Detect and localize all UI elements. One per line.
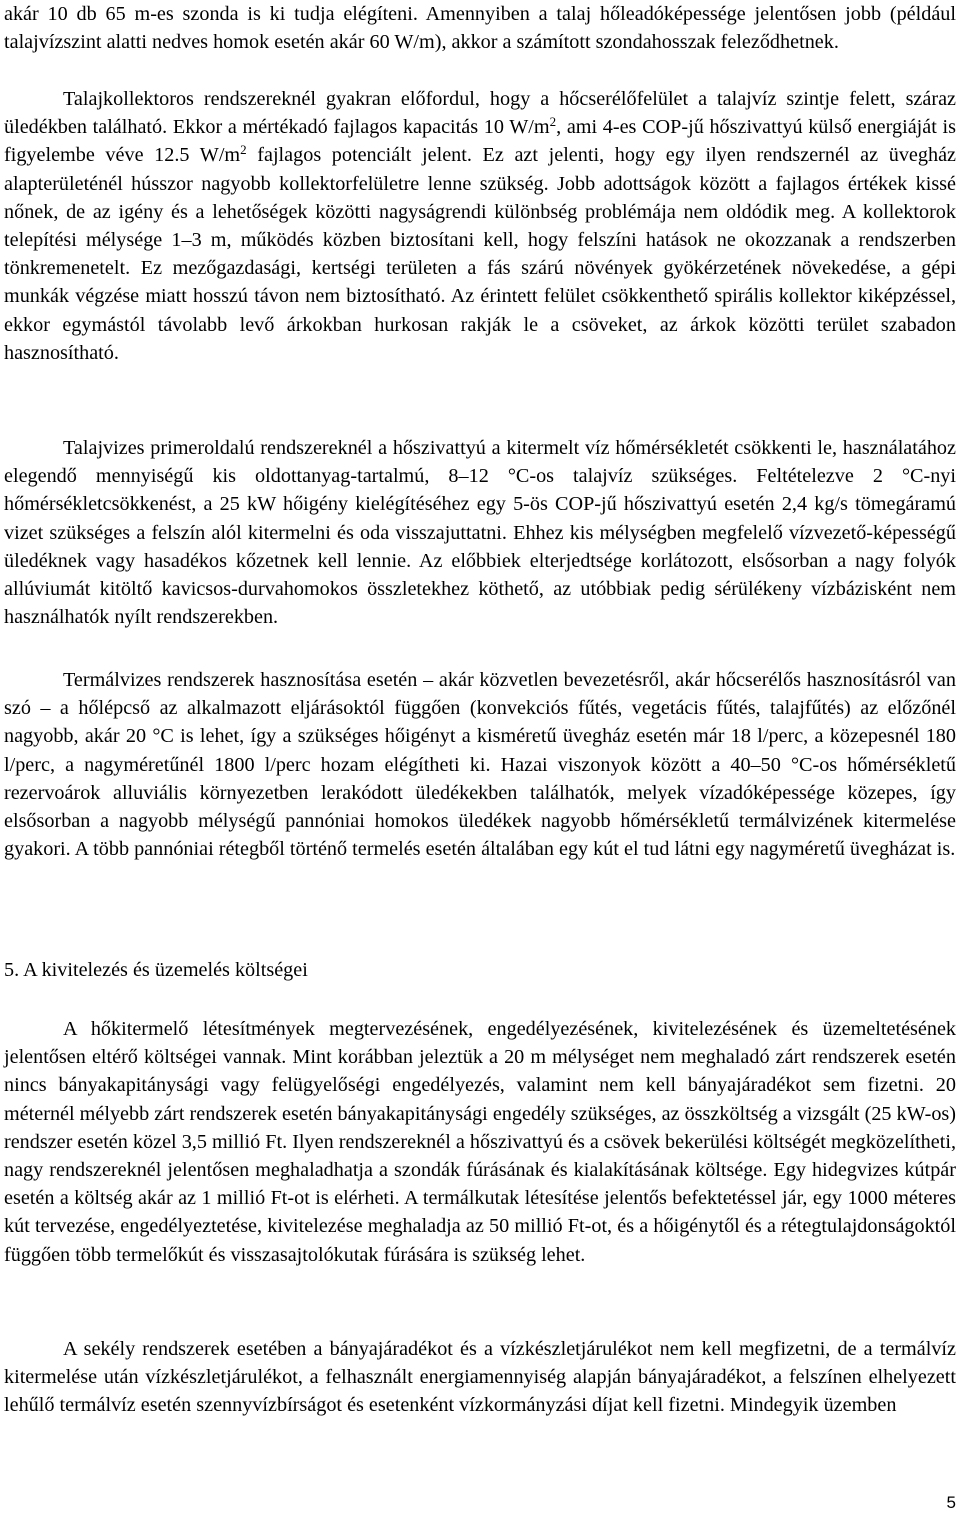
paragraph-termalvizes [4,666,956,863]
paragraph-text: A sekély rendszerek esetében a bányajáradékot és a vízkészletjárulékot nem kell megfizetni, de a termálvíz kitermelése után vízkészletjárulékot, a felhasznált energiamennyiség alapján bányajáradékot, a felszínen elhelyezett lehűlő termálvíz esetén szennyvízbírságot és esetenként vízkormányzási díjat kell fizetni. Mindegyik üzemben [4,1338,956,1417]
paragraph-text: Termálvizes rendszerek hasznosítása esetén – akár közvetlen bevezetésről, akár hőcserélős hasznosításról van szó – a hőlépcső az alkalmazott eljárásoktól függően (konvekciós fűtés, vegetácis fűtés, talajfűtés) az előzőnél nagyobb, akár 20 °C is lehet, így a szükséges hőigényt a kisméretű üvegház esetén már 18 l/perc, a közepesnél 180 l/perc, a nagyméretűnél 1800 l/perc hozam elégítheti ki. Hazai viszonyok között a 40–50 °C-os hőmérsékletű rezervoárok alluviális környezetben lerakódott üledékekben találhatók, melyek vízadóképessége közepes, így elsősorban a nagyobb mélységű pannóniai homokos üledékek nagyobb hőmérsékletű termálvizének kitermelése gyakori. A több pannóniai rétegből történő termelés esetén általában egy kút el tud látni egy nagyméretű üvegházat is. [4,669,956,861]
section-heading: 5. A kivitelezés és üzemelés költségei [4,959,308,981]
paragraph-text: fajlagos potenciált jelent. Ez azt jelenti, hogy egy ilyen rendszernél az üvegház alapterületénél hússzor nagyobb kollektorfelületre lenne szükség. Jobb adottságok között a fajlagos értékek kissé nőnek, de az igény és a lehetőségek közötti nagyságrendi különbség problémája nem oldódik meg. A kollektorok telepítési mélysége 1–3 m, működés közben biztosítani kell, hogy felszíni hatások ne okozzanak a rendszerben tönkremenetelt. Ez mezőgazdasági, kertségi területen a fás szárú növények gyökérzetének növekedése, a gépi munkák végzése miatt hosszú távon nem biztosítható. Az érintett felület csökkenthető spirális kollektor kiképzéssel, ekkor egymástól távolabb levő árkokban hurkosan rakják le a csöveket, az árkok közötti terület szabadon hasznosítható. [4,144,956,364]
paragraph-sekely-rendszerek [4,1335,956,1420]
paragraph-text: A hőkitermelő létesítmények megtervezésének, engedélyezésének, kivitelezésének és üzemeltetésének jelentősen eltérő költségei vannak. Mint korábban jeleztük a 20 m mélységet nem meghaladó zárt rendszerek esetén nincs bányakapitánysági vagy felügyelőségi engedélyezés, valamint nem kell bányajáradékot sem fizetni. 20 méternél mélyebb zárt rendszerek esetén bányakapitánysági engedély szükséges, az összköltség a vizsgált (25 kW-os) rendszer esetén közel 3,5 millió Ft. Ilyen rendszereknél a hőszivattyú és a csövek bekerülési költségét megközelítheti, nagy rendszereknél jelentősen meghaladhatja a szondák fúrásának és kialakításának költsége. Egy hidegvizes kútpár esetén a költség akár az 1 millió Ft-ot is elérheti. A termálkutak létesítése jelentős befektetéssel jár, egy 1000 méteres kút tervezése, engedélyeztetése, kivitelezése meghaladja az 50 millió Ft-ot, és a hőigénytől és a rétegtulajdonságoktól függően több termelőkút és visszasajtolókutak fúrására is szükség lehet. [4,1018,956,1266]
paragraph-szonda-continuation [4,0,956,56]
page-number: 5 [946,1493,956,1512]
superscript: 2 [240,142,247,158]
paragraph-koltsegek [4,1015,956,1269]
paragraph-text: akár 10 db 65 m-es szonda is ki tudja elégíteni. Amennyiben a talaj hőleadóképessége jelentősen jobb (például talajvízszint alatti nedves homok esetén akár 60 W/m), akkor a számított szondahosszak feleződhetnek. [4,3,956,54]
paragraph-text: Talajvizes primeroldalú rendszereknél a hőszivattyú a kitermelt víz hőmérsékletét csökkenti le, használatához elegendő mennyiségű kis oldottanyag-tartalmú, 8–12 °C-os talajvíz szükséges. Feltételezve 2 °C-nyi hőmérsékletcsökkenést, a 25 kW hőigény kielégítéséhez egy 5-ös COP-jű hőszivattyú esetén 2,4 kg/s tömegáramú vizet szükséges a felszín alól kitermelni és oda visszajuttatni. Ehhez kis mélységben megfelelő vízvezető-képességű üledéknek vagy hasadékos kőzetnek kell lennie. Az előbbiek elterjedtsége korlátozott, elsősorban a nagy folyók allúviumát kitöltő kavicsos-durvahomokos összletekhez köthető, az utóbbiak pedig sérülékeny vízbázisként nem használhatók nyílt rendszerekben. [4,437,956,629]
paragraph-talajvizes [4,434,956,631]
paragraph-text: Talajkollektoros rendszereknél gyakran előfordul, hogy a hőcserélőfelület a talajvíz szintje felett, száraz üledékben található. Ekkor a mértékadó fajlagos kapacitás 10 W/m [4,88,956,139]
paragraph-talajkollektoros [4,85,956,367]
superscript: 2 [549,114,557,130]
paragraph-text: , ami 4-es COP-jű hőszivattyú külső energiáját is figyelembe véve 12.5 W/m [4,116,956,167]
